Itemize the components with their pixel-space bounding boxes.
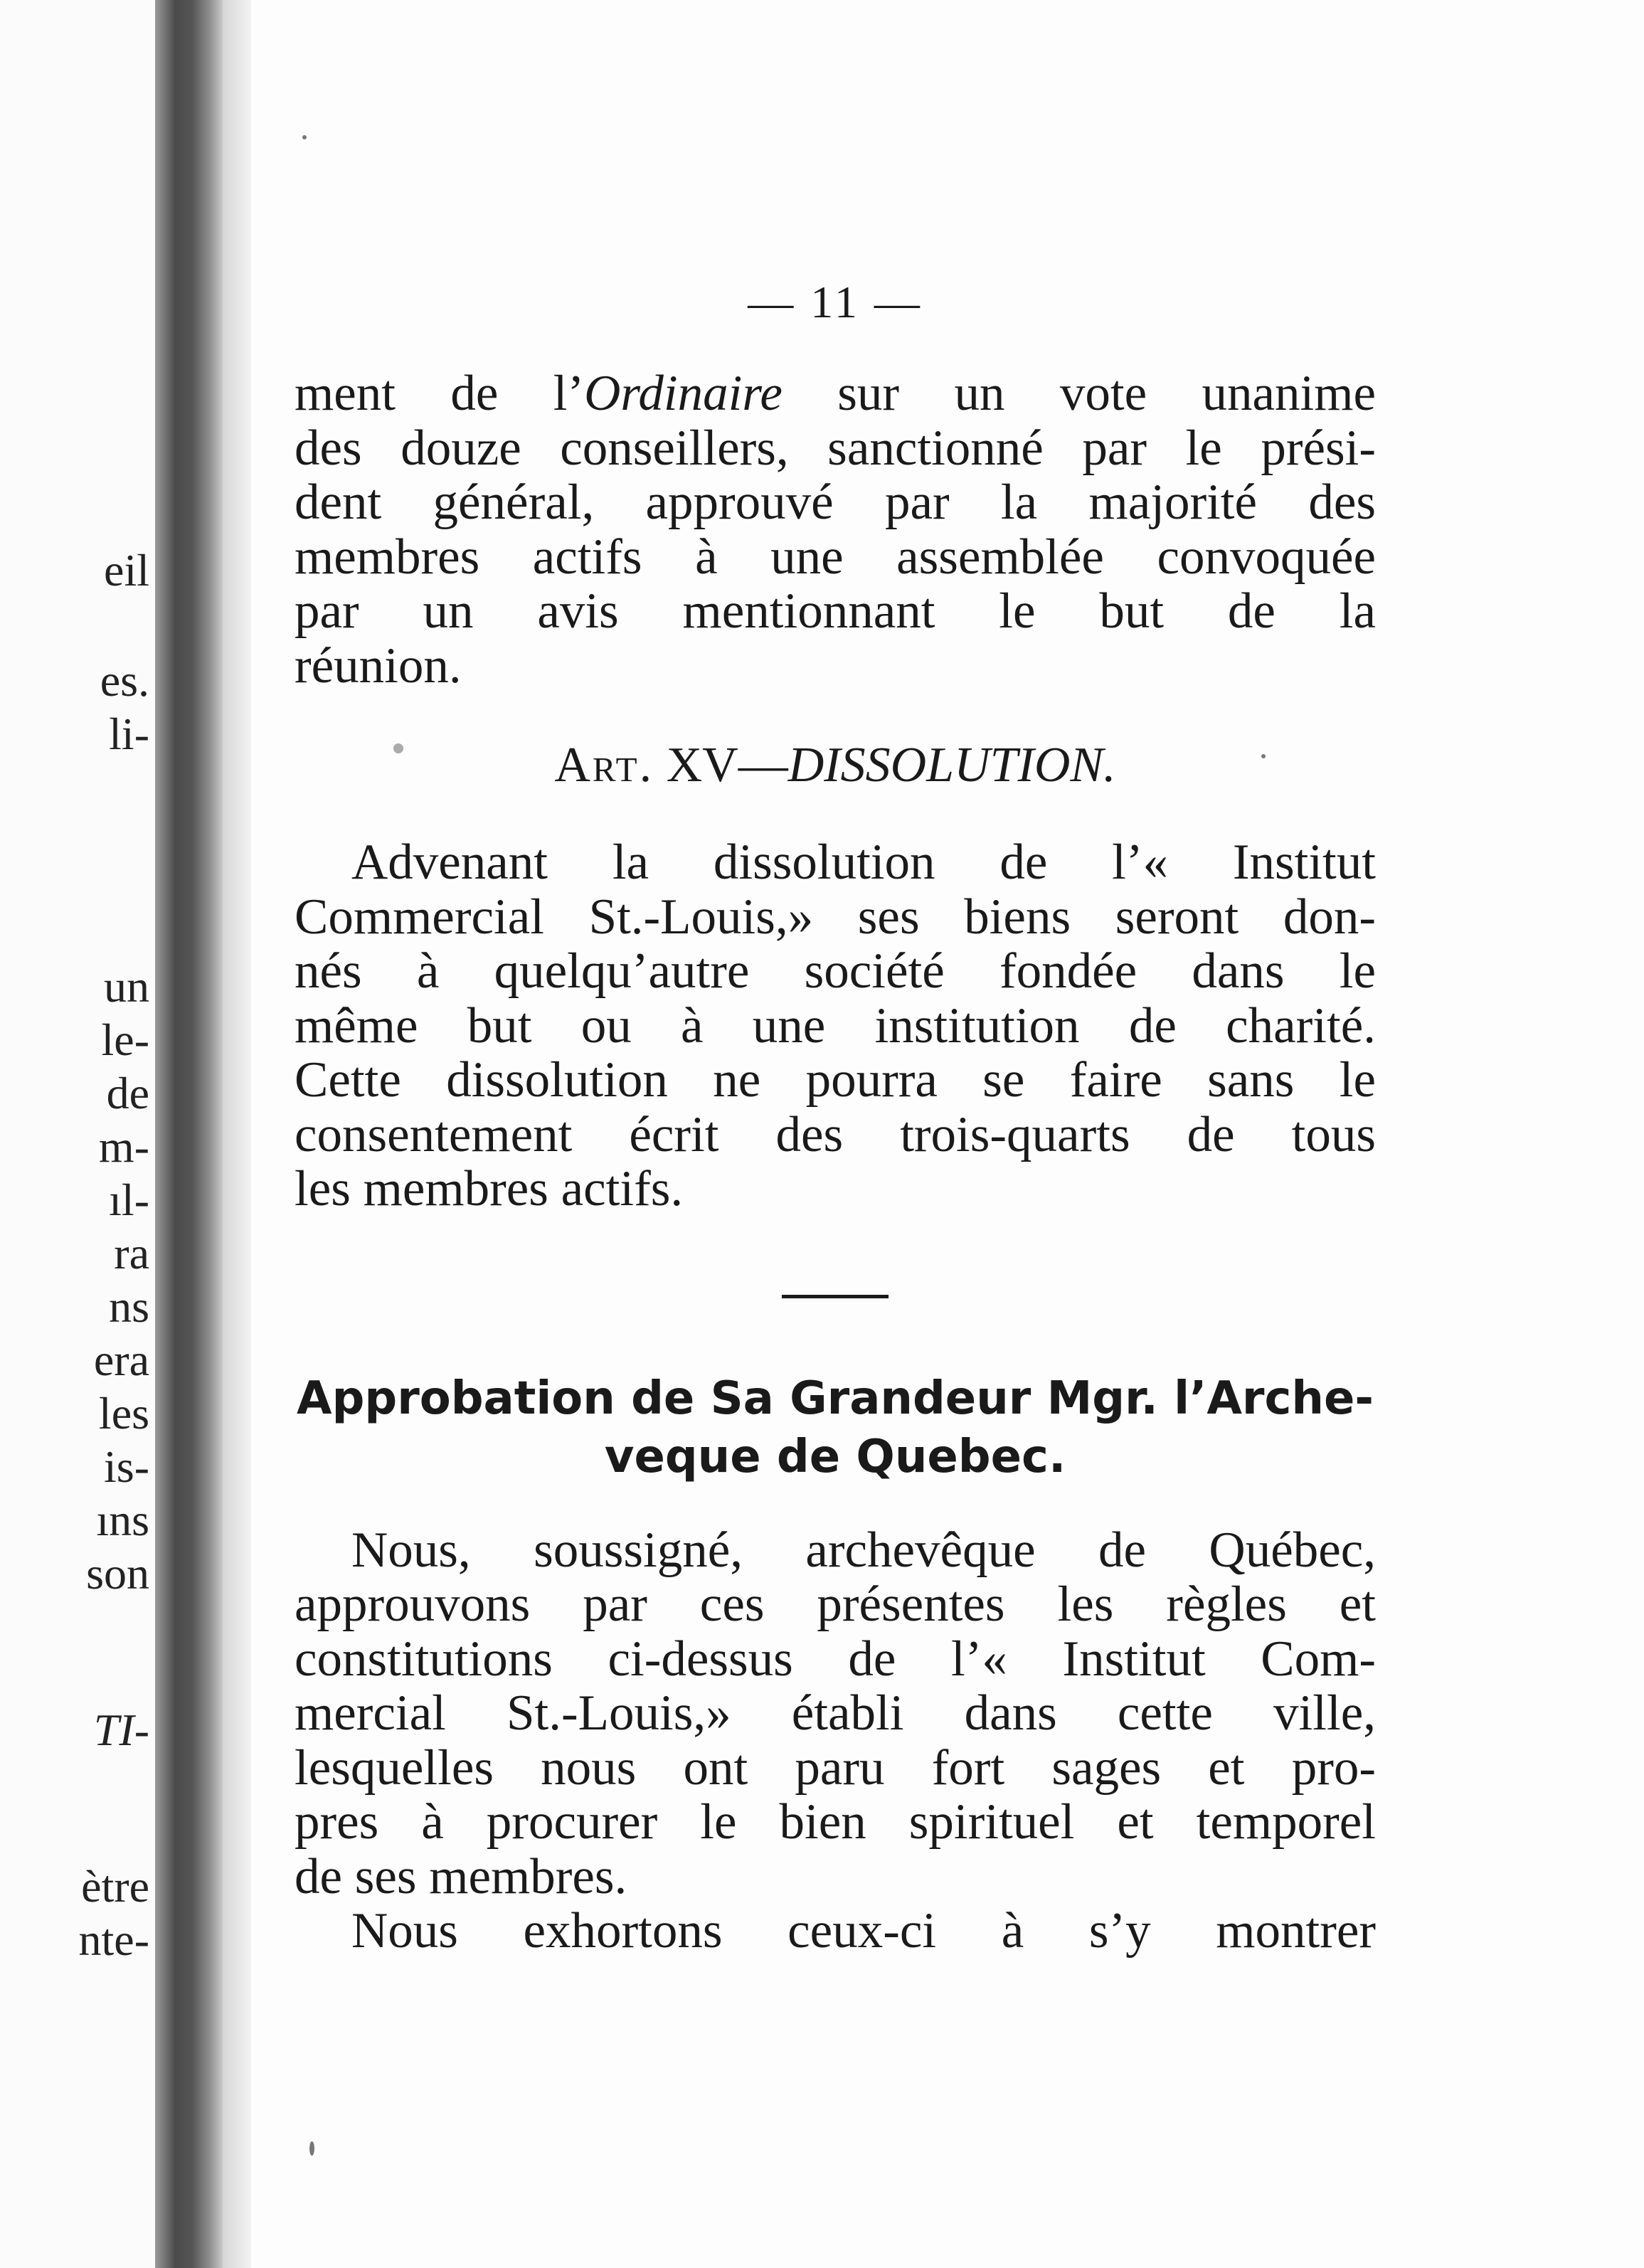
article-heading	[295, 737, 1376, 794]
left-fragment: le-	[101, 1014, 149, 1065]
left-fragment: un	[104, 961, 149, 1012]
left-fragment: is-	[104, 1441, 149, 1492]
text-line: membres actifs à une assemblée convoquée	[295, 529, 1376, 585]
left-fragment: es.	[100, 655, 149, 706]
page-number: — 11 —	[748, 277, 923, 327]
text-line: même but ou à une institution de charité.	[295, 997, 1376, 1054]
left-fragment: ıl-	[109, 1175, 149, 1225]
text-line: nés à quelqu’autre société fondée dans le	[295, 943, 1376, 999]
print-speck	[302, 135, 307, 139]
left-fragment: les	[98, 1388, 149, 1438]
paragraph-approval	[295, 1523, 1376, 1904]
text-line: mercial St.-Louis,» établi dans cette ville,	[295, 1685, 1376, 1741]
text-line: de ses membres.	[295, 1848, 627, 1904]
left-fragment: li-	[109, 709, 149, 759]
text-line: pres à procurer le bien spirituel et temporel	[295, 1794, 1376, 1850]
left-fragment: ns	[109, 1281, 149, 1332]
text-line: ment de l’Ordinaire sur un vote unanime	[295, 366, 1376, 421]
left-page-fragment	[0, 0, 157, 2268]
text-line: réunion.	[295, 637, 462, 694]
left-fragment: era	[93, 1335, 149, 1385]
text-line: consentement écrit des trois-quarts de tous	[295, 1106, 1376, 1162]
heading-line: veque de Quebec.	[604, 1430, 1066, 1483]
text-line: Cette dissolution ne pourra se faire sans le	[295, 1052, 1376, 1108]
book-binding-gutter	[155, 0, 223, 2268]
article-label: Art.	[554, 738, 654, 793]
paragraph-exhortation	[295, 1904, 1376, 1959]
text-line: constitutions ci-dessus de l’« Institut Com-	[295, 1631, 1376, 1687]
paragraph-continuation	[295, 366, 1376, 693]
left-fragment: ra	[114, 1228, 149, 1278]
text-line: lesquelles nous ont paru fort sages et pro-	[295, 1739, 1376, 1796]
left-fragment: nte-	[78, 1914, 149, 1965]
text-line: Nous, soussigné, archevêque de Québec,	[351, 1522, 1376, 1578]
left-fragment: m-	[98, 1121, 149, 1172]
left-fragment: ètre	[81, 1861, 149, 1912]
text-line: les membres actifs.	[295, 1161, 684, 1217]
left-fragment: eil	[104, 545, 149, 595]
print-speck	[309, 2141, 314, 2156]
text-line: dent général, approuvé par la majorité des	[295, 475, 1376, 530]
article-title: DISSOLUTION.	[787, 738, 1116, 793]
text-line: Advenant la dissolution de l’« Institut	[351, 834, 1376, 890]
article-number: XV—	[666, 738, 788, 793]
paragraph-dissolution	[295, 835, 1376, 1217]
text-line: Commercial St.-Louis,» ses biens seront don-	[295, 889, 1376, 945]
gutter-shadow	[223, 0, 251, 2268]
page-content	[295, 274, 1376, 1959]
text-line: approuvons par ces présentes les règles et	[295, 1577, 1376, 1632]
heading-line: Approbation de Sa Grandeur Mgr. l’Arche-	[297, 1372, 1374, 1425]
left-fragment: TI-	[93, 1705, 149, 1755]
section-divider	[782, 1295, 889, 1298]
text-line: Nous exhortons ceux-ci à s’y montrer	[351, 1903, 1376, 1959]
approval-heading	[295, 1369, 1376, 1486]
text-line: des douze conseillers, sanctionné par le prési-	[295, 420, 1376, 476]
left-fragment: de	[106, 1068, 149, 1118]
text-line: par un avis mentionnant le but de la	[295, 583, 1376, 639]
left-fragment: son	[86, 1548, 149, 1599]
left-fragment: ıns	[96, 1495, 149, 1545]
